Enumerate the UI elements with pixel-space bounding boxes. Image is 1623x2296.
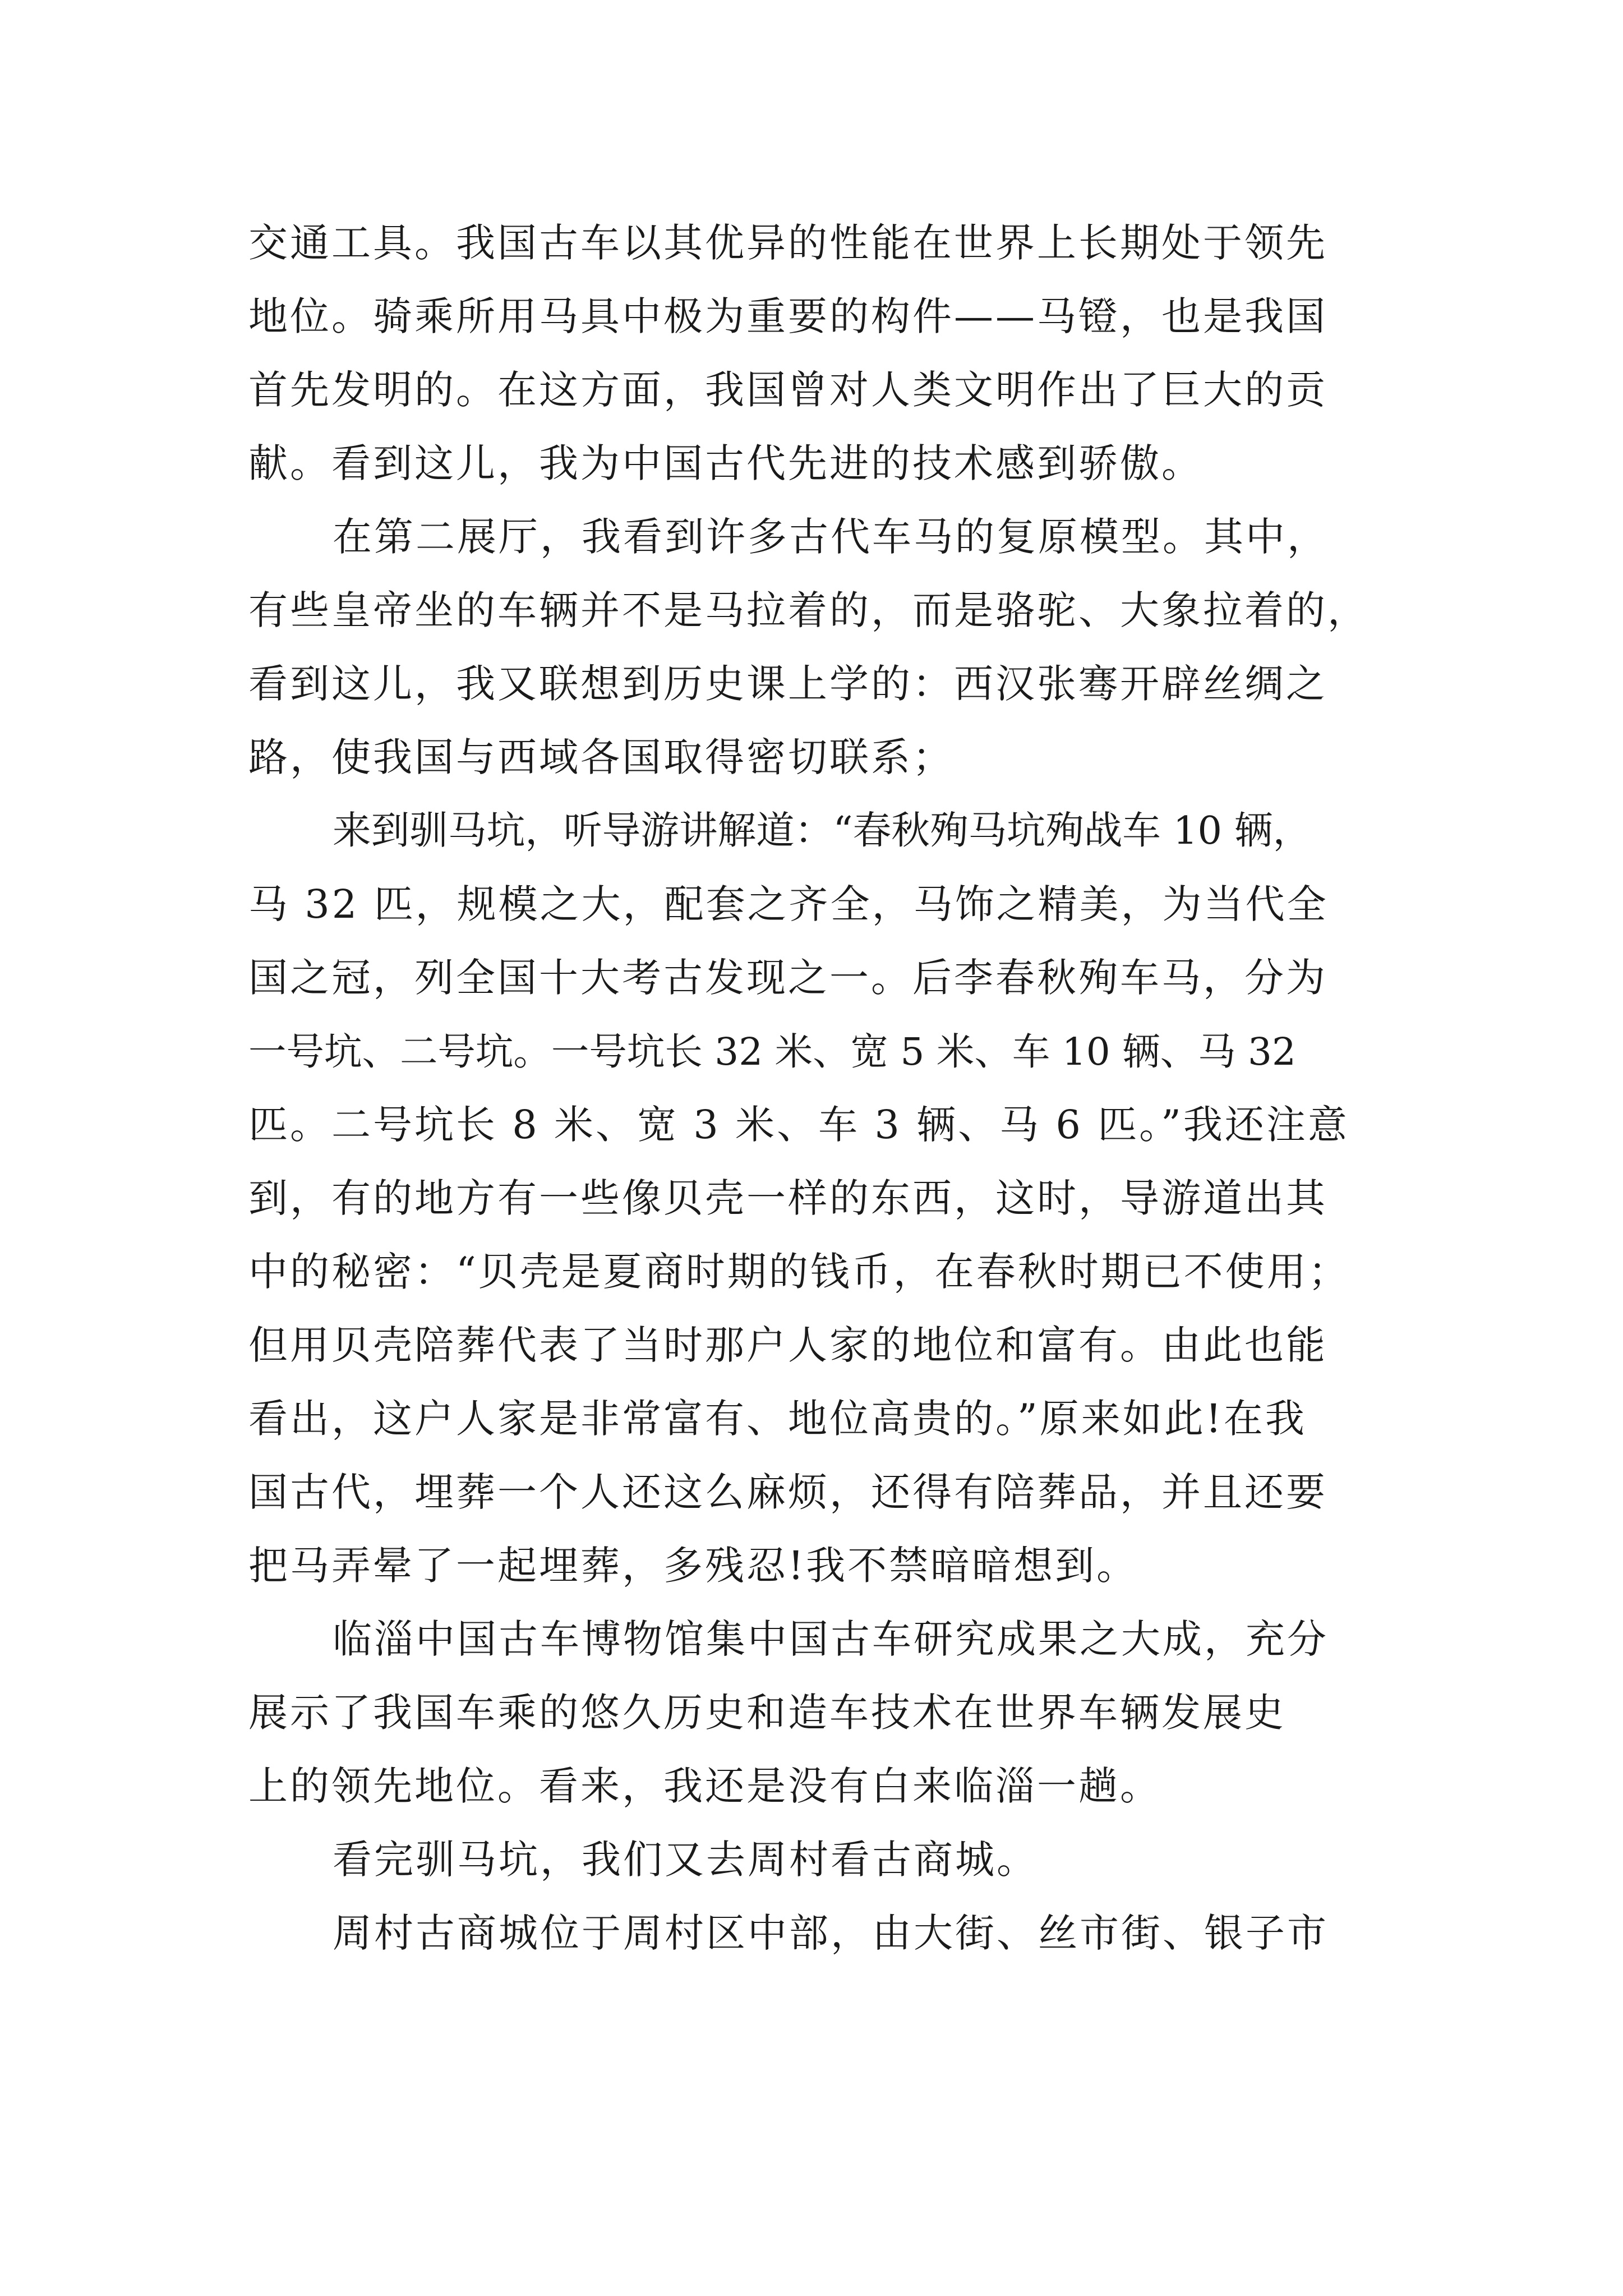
text-line: 地位。骑乘所用马具中极为重要的构件——马镫，也是我国 (248, 293, 1327, 339)
text-line: 中的秘密：“贝壳是夏商时期的钱币，在春秋时期已不使用； (248, 1249, 1350, 1295)
text-line: 看到这儿，我又联想到历史课上学的：西汉张骞开辟丝绸之 (248, 661, 1327, 707)
text-line: 来到驯马坑，听导游讲解道：“春秋殉马坑殉战车 10 辆， (333, 808, 1312, 853)
text-line: 路，使我国与西域各国取得密切联系； (248, 734, 954, 780)
text-line: 临淄中国古车博物馆集中国古车研究成果之大成，充分 (333, 1616, 1329, 1662)
text-line: 有些皇帝坐的车辆并不是马拉着的，而是骆驼、大象拉着的， (248, 587, 1369, 633)
text-line: 在第二展厅，我看到许多古代车马的复原模型。其中， (333, 514, 1329, 560)
text-line: 首先发明的。在这方面，我国曾对人类文明作出了巨大的贡 (248, 367, 1327, 413)
text-line: 但用贝壳陪葬代表了当时那户人家的地位和富有。由此也能 (248, 1322, 1327, 1368)
text-line: 到，有的地方有一些像贝壳一样的东西，这时，导游道出其 (248, 1175, 1327, 1221)
text-line: 国古代，埋葬一个人还这么麻烦，还得有陪葬品，并且还要 (248, 1469, 1327, 1515)
text-line: 马 32 匹，规模之大，配套之齐全，马饰之精美，为当代全 (248, 881, 1329, 927)
text-line: 献。看到这儿，我为中国古代先进的技术感到骄傲。 (248, 440, 1203, 486)
text-line: 看出，这户人家是非常富有、地位高贵的。”原来如此!在我 (248, 1396, 1307, 1442)
text-line: 展示了我国车乘的悠久历史和造车技术在世界车辆发展史 (248, 1690, 1286, 1736)
text-line: 把马弄晕了一起埋葬，多残忍!我不禁暗暗想到。 (248, 1543, 1138, 1589)
text-line: 交通工具。我国古车以其优异的性能在世界上长期处于领先 (248, 220, 1327, 266)
text-line: 上的领先地位。看来，我还是没有白来临淄一趟。 (248, 1763, 1161, 1809)
text-line: 一号坑、二号坑。一号坑长 32 米、宽 5 米、车 10 辆、马 32 (248, 1029, 1296, 1074)
text-line: 看完驯马坑，我们又去周村看古商城。 (333, 1837, 1038, 1883)
text-line: 匹。二号坑长 8 米、宽 3 米、车 3 辆、马 6 匹。”我还注意 (248, 1102, 1349, 1148)
text-line: 周村古商城位于周村区中部，由大街、丝市街、银子市 (333, 1910, 1329, 1956)
text-line: 国之冠，列全国十大考古发现之一。后李春秋殉车马，分为 (248, 955, 1327, 1001)
body-text (248, 206, 1384, 1970)
